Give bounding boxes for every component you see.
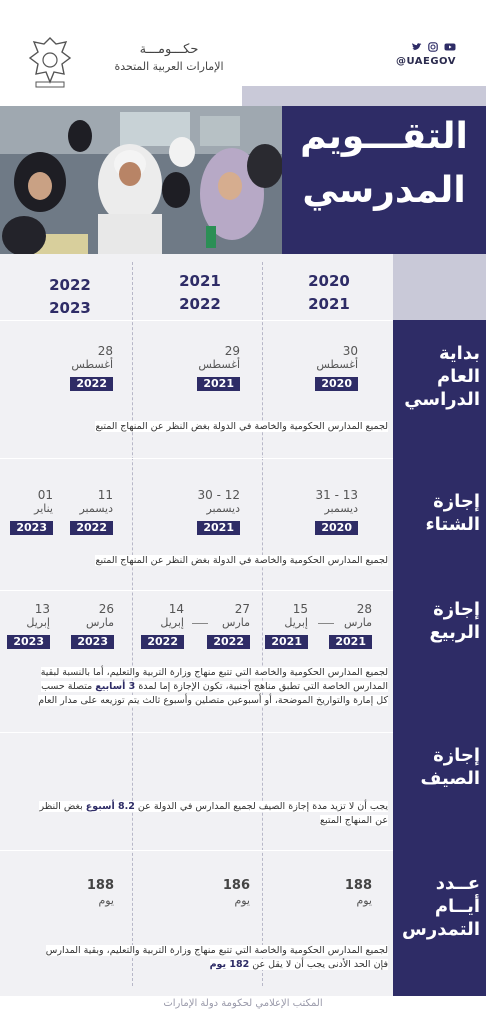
- column-divider: [132, 262, 133, 986]
- row-label-winter: إجازة الشتاء: [425, 491, 480, 535]
- row-divider: [0, 590, 393, 591]
- page-title-line2: المدرسي: [302, 170, 466, 211]
- winter-end-2023: 01 يناير 2023: [10, 488, 53, 535]
- school-days-2022: 188 يوم: [86, 878, 114, 907]
- page-title-line1: التقـــويم: [300, 116, 468, 157]
- school-days-2020: 188 يوم: [344, 878, 372, 907]
- twitter-icon[interactable]: [411, 42, 422, 52]
- spring-end-2021: 15 إبريل 2021: [265, 602, 308, 649]
- school-days-note: لجميع المدارس الحكومية والخاصة التي تتبع منهاج وزارة التربية والتعليم، وبقية المدارس فإن الحد الأدنى يجب أن لا يقل عن 182 يوم: [45, 945, 388, 970]
- start-date-2020: 30 أغسطس 2020: [316, 344, 358, 390]
- winter-dates-2021: 30 - 12 ديسمبر 2021: [197, 488, 240, 534]
- social-icons: [411, 42, 456, 52]
- spring-start-2021: 28 مارس 2021: [329, 602, 372, 649]
- start-date-2022: 28 أغسطس 2022: [71, 344, 113, 390]
- row-label-school-days: عــدد أيــام التمدرس: [402, 873, 480, 940]
- start-date-2021: 29 أغسطس 2021: [198, 344, 240, 390]
- row-label-start: بداية العام الدراسي: [404, 343, 480, 410]
- youtube-icon[interactable]: [444, 42, 456, 52]
- winter-dates-2020: 31 - 13 ديسمبر 2020: [315, 488, 358, 534]
- year-header-2022-2023: 2022 2023: [49, 276, 91, 317]
- start-note: لجميع المدارس الحكومية والخاصة في الدولة بغض النظر عن المنهاج المتبع: [95, 421, 388, 432]
- spring-note: لجميع المدارس الحكومية والخاصة التي تتبع منهاج وزارة التربية والتعليم، أما بالنسبة لبقية المدارس الخاصة التي تطبق مناهج أجنبية، تكون الإجازة إما لمدة 3 أسابيع متصلة حسب كل إمارة والتواريخ الموضحة، أو أسبوعين متصلين وأسبوع ثالث يتم توزيعه على مدار العام: [38, 667, 388, 706]
- title-box: [282, 106, 486, 254]
- winter-start-2022: 11 ديسمبر 2022: [70, 488, 113, 535]
- row-divider: [0, 458, 393, 459]
- summer-note: يجب أن لا تزيد مدة إجازة الصيف لجميع المدارس في الدولة عن 8.2 أسبوع بغض النظر عن المنهاج المتبع: [39, 801, 388, 826]
- spring-end-2022: 14 إبريل 2022: [141, 602, 184, 649]
- row-divider: [0, 732, 393, 733]
- column-divider: [262, 262, 263, 986]
- social-handle: @UAEGOV: [395, 56, 456, 67]
- year-header-2021-2022: 2021 2022: [179, 272, 221, 313]
- row-divider: [0, 850, 393, 851]
- row-label-summer: إجازة الصيف: [420, 745, 480, 789]
- winter-note: لجميع المدارس الحكومية والخاصة في الدولة بغض النظر عن المنهاج المتبع: [95, 555, 388, 566]
- label-header-cell: [393, 254, 486, 320]
- range-dash: [192, 623, 208, 624]
- footer-credit: المكتب الإعلامي لحكومة دولة الإمارات: [163, 998, 323, 1009]
- row-divider: [0, 320, 393, 321]
- year-header-2020-2021: 2020 2021: [308, 272, 350, 313]
- uae-label: الإمارات العربية المتحدة: [114, 60, 224, 73]
- government-label: حكـــومـــة: [139, 42, 199, 57]
- instagram-icon[interactable]: [428, 42, 438, 52]
- spring-end-2023: 13 إبريل 2023: [7, 602, 50, 649]
- row-label-spring: إجازة الربيع: [429, 599, 480, 643]
- spring-start-2022: 27 مارس 2022: [207, 602, 250, 649]
- hero-photo: [0, 106, 282, 254]
- uae-emblem-icon: [26, 34, 74, 90]
- spring-start-2023: 26 مارس 2023: [71, 602, 114, 649]
- range-dash: [318, 623, 334, 624]
- school-days-2021: 186 يوم: [222, 878, 250, 907]
